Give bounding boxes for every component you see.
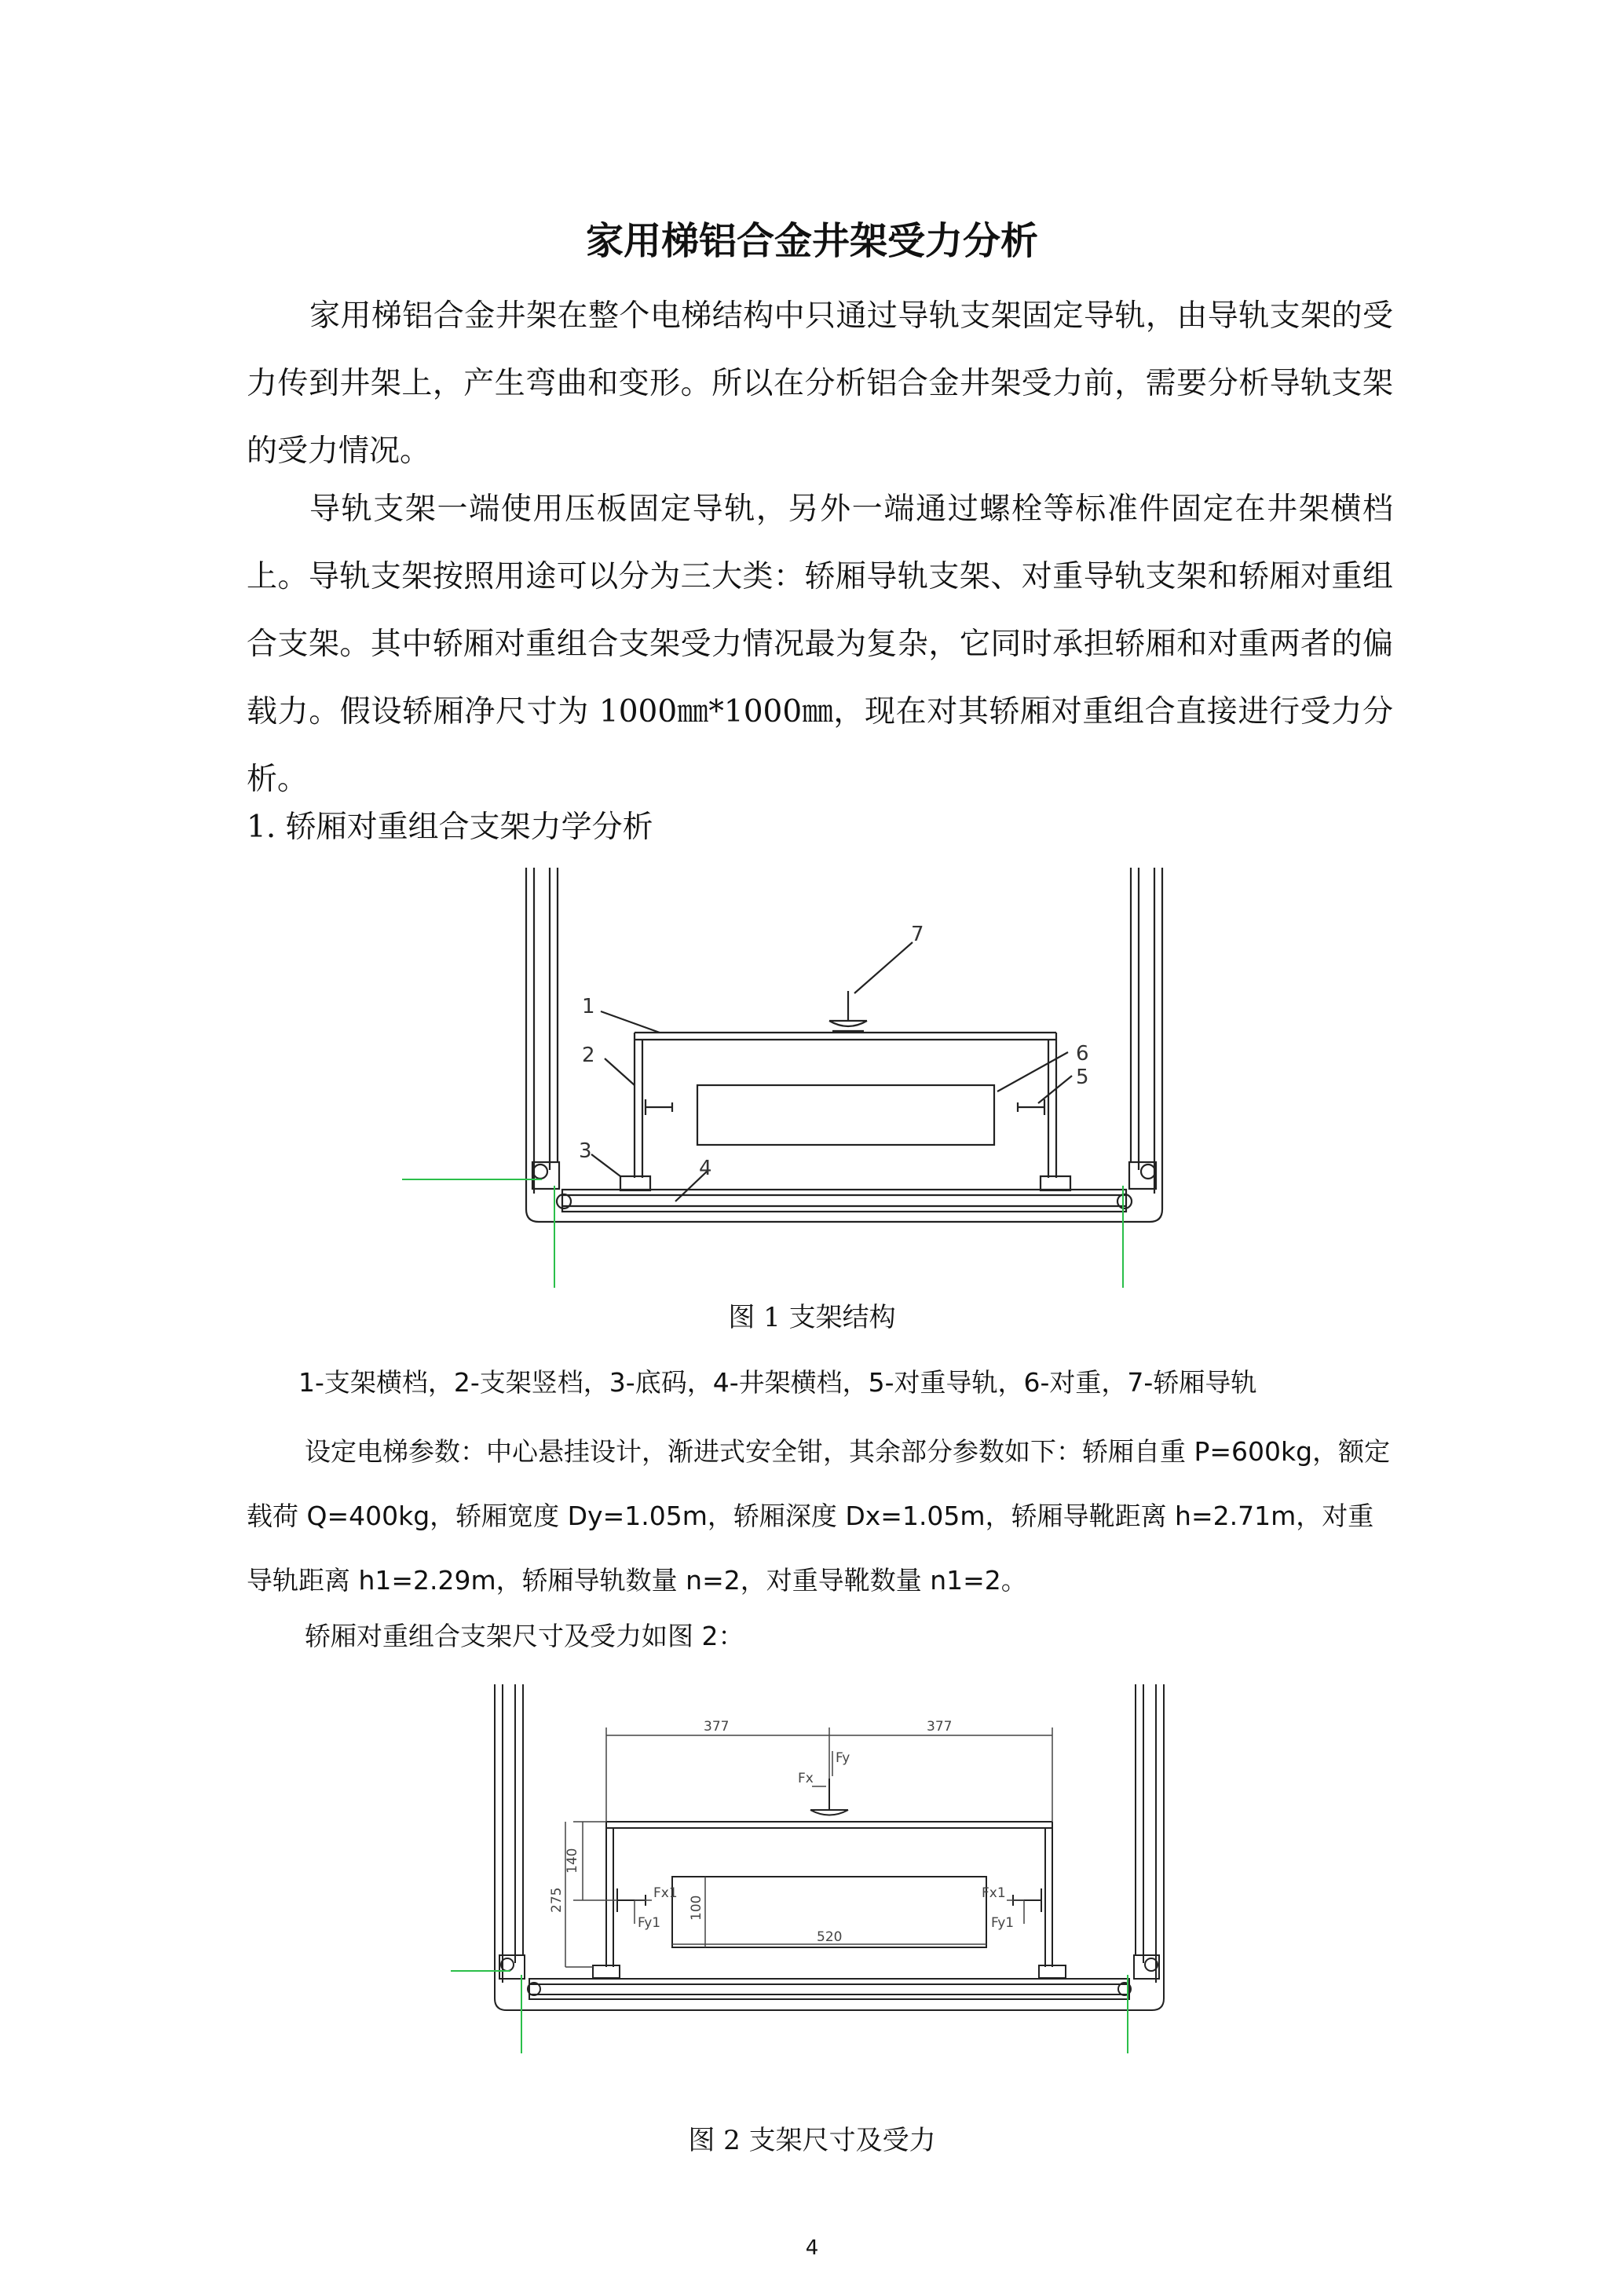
fig2-force-fy1-left: Fy1 xyxy=(638,1915,661,1931)
figure-2-intro: 轿厢对重组合支架尺寸及受力如图 2： xyxy=(305,1621,744,1651)
paragraph-2: 导轨支架一端使用压板固定导轨，另外一端通过螺栓等标准件固定在井架横档上。导轨支架按照用途可以分为三大类：轿厢导轨支架、对重导轨支架和轿厢对重组合支架。其中轿厢对重组合支架受力情况最为复杂，它同时承担轿厢和对重两者的偏载力。假设轿厢净尺寸为 1000㎜*1000㎜，现在对其轿厢对重组合直接进行受力分析。 xyxy=(247,492,1393,797)
fig1-label-6: 6 xyxy=(1076,1042,1089,1066)
figure-1-caption: 图 1 支架结构 xyxy=(728,1302,896,1333)
figure-1-legend: 1-支架横档，2-支架竖档，3-底码，4-井架横档，5-对重导轨，6-对重，7-轿厢导轨 xyxy=(298,1367,1257,1398)
fig2-force-fx1-left: Fx1 xyxy=(653,1885,678,1901)
page-number: 4 xyxy=(805,2236,819,2260)
fig2-dim-140: 140 xyxy=(565,1848,580,1874)
fig1-label-7: 7 xyxy=(911,923,924,946)
paragraph-1: 家用梯铝合金井架在整个电梯结构中只通过导轨支架固定导轨，由导轨支架的受力传到井架上，产生弯曲和变形。所以在分析铝合金井架受力前，需要分析导轨支架的受力情况。 xyxy=(247,298,1393,469)
fig2-dim-275: 275 xyxy=(549,1887,565,1913)
fig1-label-2: 2 xyxy=(582,1044,595,1067)
fig2-dim-right-377: 377 xyxy=(927,1719,953,1735)
fig1-label-5: 5 xyxy=(1076,1066,1089,1089)
fig2-force-fx: Fx xyxy=(798,1771,814,1786)
section-heading: 1. 轿厢对重组合支架力学分析 xyxy=(247,810,653,845)
fig2-force-fx1-right: Fx1 xyxy=(982,1885,1006,1901)
fig2-force-fy1-right: Fy1 xyxy=(991,1915,1015,1931)
fig1-label-4: 4 xyxy=(699,1157,712,1180)
fig1-label-3: 3 xyxy=(579,1139,592,1163)
fig1-label-1: 1 xyxy=(582,995,595,1018)
parameters-paragraph: 设定电梯参数：中心悬挂设计，渐进式安全钳，其余部分参数如下：轿厢自重 P=600kg，额定载荷 Q=400kg，轿厢宽度 Dy=1.05m，轿厢深度 Dx=1.05m，轿厢导靴距离 h=2.71m，对重导轨距离 h1=2.29m，轿厢导轨数量 n=2，对重导靴数量 n1=2。 xyxy=(247,1436,1391,1596)
fig2-dim-520: 520 xyxy=(817,1929,843,1945)
fig2-force-fy: Fy xyxy=(836,1750,850,1766)
fig2-dim-left-377: 377 xyxy=(704,1719,730,1735)
fig2-dim-100: 100 xyxy=(689,1895,704,1921)
figure-2-caption: 图 2 支架尺寸及受力 xyxy=(688,2125,936,2156)
page-title: 家用梯铝合金井架受力分析 xyxy=(585,219,1038,263)
